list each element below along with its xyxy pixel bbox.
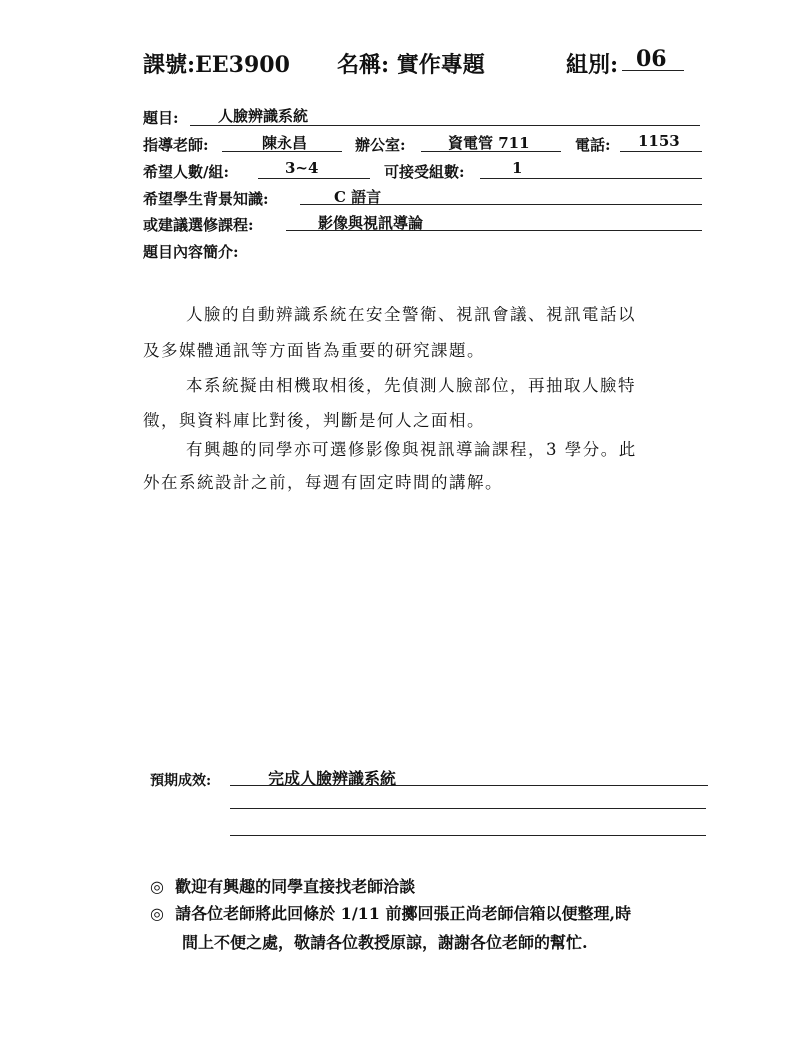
- advisor-label: 指導老師:: [143, 136, 209, 154]
- description-p3-line2: 外在系統設計之前，每週有固定時間的講解。: [143, 473, 503, 492]
- members-per-group-value: 3~4: [285, 159, 319, 177]
- description-p3-line1: 有興趣的同學亦可選修影像與視訊導論課程，3 學分。此: [186, 440, 637, 459]
- description-p2-line2: 徵，與資料庫比對後，判斷是何人之面相。: [143, 411, 485, 430]
- phone-underline: [620, 151, 702, 152]
- suggested-courses-value: 影像與視訊導論: [318, 214, 424, 232]
- bullet-icon: ◎: [150, 877, 164, 896]
- course-name: 名稱: 實作專題: [337, 52, 485, 78]
- members-per-group-label: 希望人數/組:: [143, 163, 230, 181]
- course-name-value: 實作專題: [396, 52, 485, 78]
- suggested-courses-label: 或建議選修課程:: [143, 216, 254, 234]
- phone-label: 電話:: [575, 136, 611, 154]
- office-label: 辦公室:: [355, 136, 406, 154]
- results-underline-1: [230, 785, 708, 786]
- results-underline-3: [230, 835, 706, 836]
- note-2-text: 請各位老師將此回條於 1/11 前擲回張正尚老師信箱以便整理,時: [175, 904, 632, 923]
- topic-underline: [190, 125, 700, 126]
- description-p1-line1: 人臉的自動辨識系統在安全警衛、視訊會議、視訊電話以: [186, 305, 636, 324]
- members-underline: [258, 178, 370, 179]
- phone-value: 1153: [638, 132, 680, 150]
- note-2-line2: 間上不便之處，敬請各位教授原諒，謝謝各位老師的幫忙.: [182, 933, 588, 952]
- accepted-groups-value: 1: [512, 159, 523, 177]
- expected-results-value: 完成人臉辨識系統: [268, 769, 397, 788]
- background-label: 希望學生背景知識:: [143, 190, 269, 208]
- advisor-underline: [222, 151, 342, 152]
- background-underline: [300, 204, 702, 205]
- topic-value: 人臉辨識系統: [218, 107, 309, 125]
- course-number-value: EE3900: [195, 52, 290, 78]
- bullet-icon: ◎: [150, 904, 164, 923]
- description-p1-line2: 及多媒體通訊等方面皆為重要的研究課題。: [143, 341, 485, 360]
- advisor-value: 陳永昌: [262, 134, 308, 152]
- topic-label: 題目:: [143, 109, 179, 127]
- note-1: [150, 874, 415, 897]
- group-number-value: 06: [636, 46, 667, 72]
- note-2: [150, 901, 631, 924]
- group-label: 組別:: [566, 52, 619, 78]
- summary-label: 題目內容簡介:: [143, 243, 239, 261]
- office-underline: [421, 151, 561, 152]
- results-underline-2: [230, 808, 706, 809]
- accepted-groups-label: 可接受組數:: [384, 163, 465, 181]
- note-1-text: 歡迎有興趣的同學直接找老師洽談: [175, 877, 416, 896]
- courses-underline: [286, 230, 702, 231]
- background-value: C 語言: [334, 188, 382, 206]
- expected-results-label: 預期成效:: [150, 773, 212, 789]
- course-number-label: 課號:EE3900: [143, 52, 290, 78]
- groups-underline: [480, 178, 702, 179]
- group-underline: [622, 70, 684, 71]
- office-value: 資電管 711: [448, 134, 530, 152]
- description-p2-line1: 本系統擬由相機取相後，先偵測人臉部位，再抽取人臉特: [186, 376, 636, 395]
